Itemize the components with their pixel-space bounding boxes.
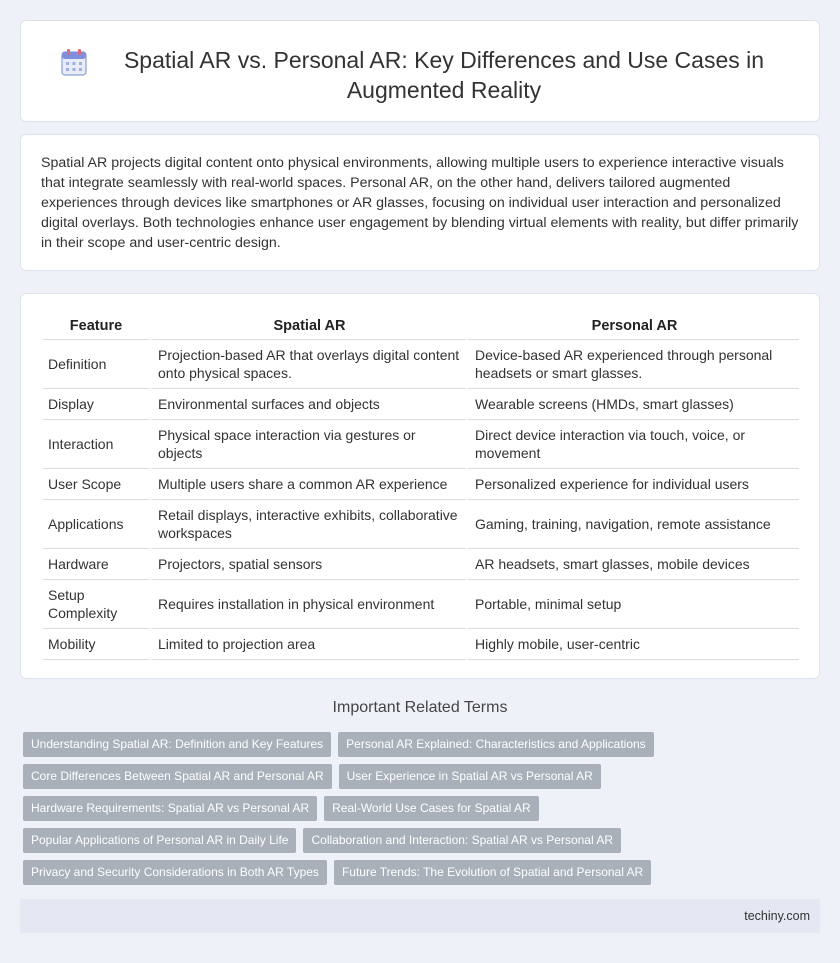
related-term-link[interactable]: Core Differences Between Spatial AR and Personal AR: [23, 764, 332, 789]
feature-cell: Interaction: [43, 420, 149, 469]
feature-cell: User Scope: [43, 469, 149, 500]
personal-cell: Direct device interaction via touch, voice, or movement: [466, 420, 799, 469]
feature-cell: Definition: [43, 340, 149, 389]
table-row: [43, 420, 799, 469]
related-term-link[interactable]: Hardware Requirements: Spatial AR vs Personal AR: [23, 796, 317, 821]
personal-cell: Highly mobile, user-centric: [466, 629, 799, 660]
personal-cell: Gaming, training, navigation, remote assistance: [466, 500, 799, 549]
related-term-link[interactable]: User Experience in Spatial AR vs Personal AR: [339, 764, 601, 789]
table-row: [43, 469, 799, 500]
spatial-cell: Requires installation in physical environment: [149, 580, 466, 629]
spatial-cell: Projection-based AR that overlays digital content onto physical spaces.: [149, 340, 466, 389]
personal-cell: Device-based AR experienced through personal headsets or smart glasses.: [466, 340, 799, 389]
table-header-row: [43, 314, 799, 340]
feature-cell: Mobility: [43, 629, 149, 660]
title-card: [20, 20, 820, 122]
table-row: [43, 389, 799, 420]
related-terms-heading: Important Related Terms: [332, 699, 508, 716]
personal-cell: Personalized experience for individual users: [466, 469, 799, 500]
table-row: [43, 549, 799, 580]
feature-cell: Applications: [43, 500, 149, 549]
related-term-link[interactable]: Collaboration and Interaction: Spatial AR vs Personal AR: [303, 828, 621, 853]
feature-cell: Setup Complexity: [43, 580, 149, 629]
related-term-link[interactable]: Privacy and Security Considerations in Both AR Types: [23, 860, 327, 885]
related-term-link[interactable]: Real-World Use Cases for Spatial AR: [324, 796, 539, 821]
spatial-cell: Projectors, spatial sensors: [149, 549, 466, 580]
intro-paragraph: Spatial AR projects digital content onto physical environments, allowing multiple users to experience interactive visuals that integrate seamlessly with real-world spaces. Personal AR, on the other hand, delivers tailored augmented experiences through devices like smartphones or AR glasses, focusing on individual user interaction and personalized digital overlays. Both technologies enhance user engagement by blending virtual elements with reality, but differ primarily in their scope and user-centric design.: [41, 155, 799, 251]
comparison-card: [20, 293, 820, 679]
personal-cell: Portable, minimal setup: [466, 580, 799, 629]
header-spatial-ar: Spatial AR: [149, 314, 466, 340]
page-title: Spatial AR vs. Personal AR: Key Differences and Use Cases in Augmented Reality: [123, 47, 765, 103]
spatial-cell: Physical space interaction via gestures or objects: [149, 420, 466, 469]
related-term-link[interactable]: Understanding Spatial AR: Definition and Key Features: [23, 732, 331, 757]
spatial-cell: Environmental surfaces and objects: [149, 389, 466, 420]
spatial-cell: Limited to projection area: [149, 629, 466, 660]
footer: [20, 899, 820, 933]
calendar-icon: [61, 48, 87, 76]
personal-cell: AR headsets, smart glasses, mobile devices: [466, 549, 799, 580]
table-row: [43, 500, 799, 549]
spatial-cell: Retail displays, interactive exhibits, collaborative workspaces: [149, 500, 466, 549]
table-row: [43, 340, 799, 389]
spatial-cell: Multiple users share a common AR experience: [149, 469, 466, 500]
intro-card: [20, 134, 820, 271]
table-row: [43, 629, 799, 660]
header-personal-ar: Personal AR: [466, 314, 799, 340]
table-row: [43, 580, 799, 629]
related-term-link[interactable]: Popular Applications of Personal AR in Daily Life: [23, 828, 296, 853]
footer-site[interactable]: techiny.com: [744, 909, 810, 923]
header-feature: Feature: [43, 314, 149, 340]
feature-cell: Display: [43, 389, 149, 420]
related-term-link[interactable]: Personal AR Explained: Characteristics and Applications: [338, 732, 654, 757]
comparison-table: [43, 314, 799, 660]
personal-cell: Wearable screens (HMDs, smart glasses): [466, 389, 799, 420]
related-term-link[interactable]: Future Trends: The Evolution of Spatial and Personal AR: [334, 860, 651, 885]
feature-cell: Hardware: [43, 549, 149, 580]
related-terms-list: [23, 732, 823, 892]
